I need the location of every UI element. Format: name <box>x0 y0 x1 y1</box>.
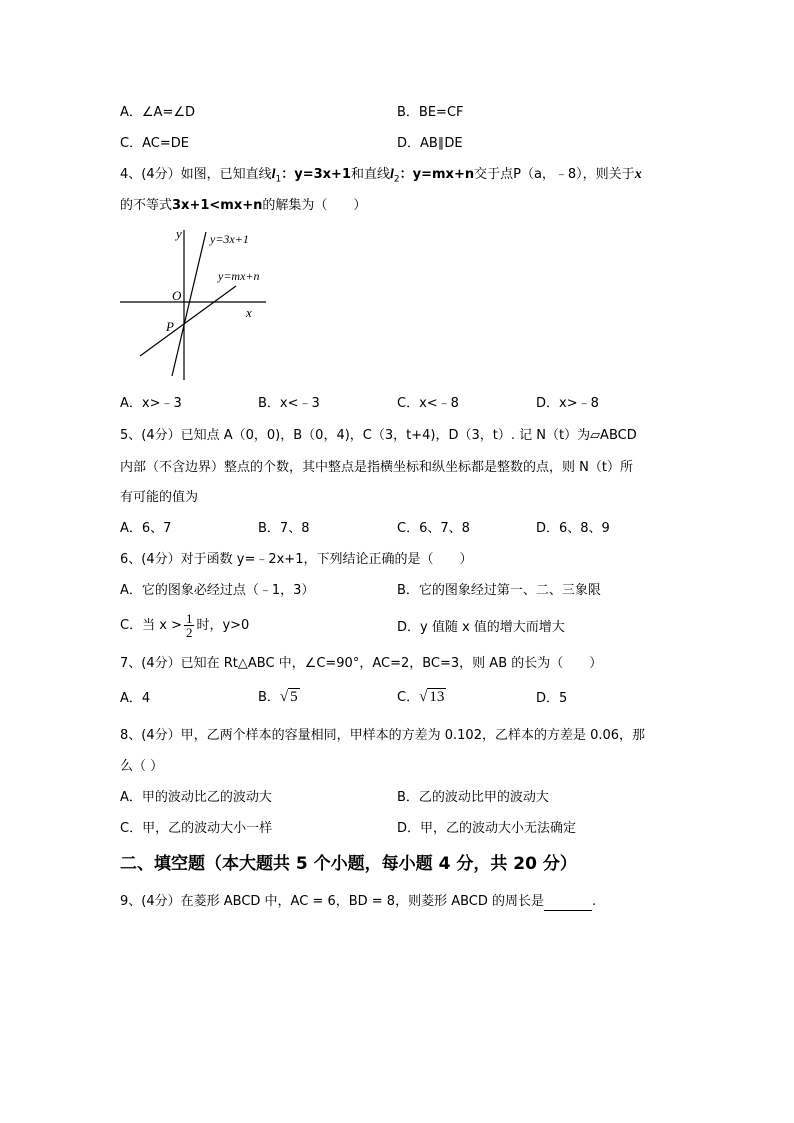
q3-option-c: C．AC=DE <box>120 136 189 151</box>
y-axis-label: y <box>176 226 182 241</box>
q4-option-d: D．x>﹣8 <box>536 396 599 411</box>
q8-option-c: C．甲，乙的波动大小一样 <box>120 821 273 836</box>
q7-stem: 7、(4分）已知在 Rt△ABC 中，∠C=90°，AC=2，BC=3，则 AB 的长为（ ） <box>120 656 603 671</box>
origin-label: O <box>172 288 182 303</box>
q9-stem: 9、(4分）在菱形 ABCD 中，AC = 6，BD = 8，则菱形 ABCD 的周长是 . <box>120 894 597 909</box>
q5-stem-line-2: 内部（不含边界）整点的个数，其中整点是指横坐标和纵坐标都是整数的点，则 N（t）所 <box>120 460 633 475</box>
q3-option-d: D．AB∥DE <box>397 136 463 151</box>
q6-option-c: C．当 x > $\frac{1}{2}$ 时，y>0 <box>120 611 250 640</box>
q6-stem: 6、(4分）对于函数 y=﹣2x+1，下列结论正确的是（ ） <box>120 552 473 567</box>
q5-stem-line-1: 5、(4分）已知点 A（0，0)，B（0，4)，C（3，t+4)，D（3，t）. 记 N（t）为▱ABCD <box>120 428 637 443</box>
q7-option-a: A．4 <box>120 691 151 706</box>
line-l2 <box>140 286 236 356</box>
q6-option-a: A．它的图象必经过点（﹣1，3） <box>120 583 315 598</box>
q4-option-a: A．x>﹣3 <box>120 396 182 411</box>
q6-option-b: B．它的图象经过第一、二、三象限 <box>397 583 601 598</box>
l1-label: y=3x+1 <box>210 232 249 246</box>
fraction-one-half: $\frac{1}{2}$ <box>185 611 193 640</box>
q4-stem-line-1: 4、(4分）如图，已知直线$l_1$：y=3x+1和直线$l_2$：y=mx+n交于点P（a，﹣8），则关于x <box>120 167 642 185</box>
q5-option-d: D．6、8、9 <box>536 521 610 536</box>
section-2-heading: 二、填空题（本大题共 5 个小题，每小题 4 分，共 20 分） <box>120 854 577 874</box>
q6-option-d: D．y 值随 x 值的增大而增大 <box>397 620 565 635</box>
q7-option-d: D．5 <box>536 691 568 706</box>
q3-option-b: B．BE=CF <box>397 105 464 120</box>
q5-stem-line-3: 有可能的值为 <box>120 490 199 505</box>
answer-blank[interactable] <box>544 896 592 911</box>
sqrt-13: √ 13 <box>419 689 445 705</box>
q3-option-a: A．∠A=∠D <box>120 105 195 120</box>
q8-option-b: B．乙的波动比甲的波动大 <box>397 790 549 805</box>
q4-option-c: C．x<﹣8 <box>397 396 459 411</box>
sqrt-5: √ 5 <box>279 689 298 705</box>
point-p-label: P <box>166 319 174 334</box>
q4-option-b: B．x<﹣3 <box>258 396 320 411</box>
q5-option-c: C．6、7、8 <box>397 521 470 536</box>
l2-label: y=mx+n <box>218 269 260 283</box>
q4-stem-line-2: 的不等式3x+1<mx+n的解集为（ ） <box>120 198 367 213</box>
q8-option-a: A．甲的波动比乙的波动大 <box>120 790 272 805</box>
q8-stem-line-1: 8、(4分）甲，乙两个样本的容量相同，甲样本的方差为 0.102，乙样本的方差是 0.06，那 <box>120 728 646 743</box>
q7-option-c: C．√ 13 <box>397 689 445 705</box>
q8-stem-line-2: 么（ ） <box>120 759 164 774</box>
q8-option-d: D．甲，乙的波动大小无法确定 <box>397 821 577 836</box>
q5-option-b: B．7、8 <box>258 521 310 536</box>
line-l1 <box>172 232 206 376</box>
q4-graph <box>118 222 273 382</box>
x-axis-label: x <box>246 305 252 320</box>
q7-option-b: B．√ 5 <box>258 689 298 705</box>
q5-option-a: A．6、7 <box>120 521 172 536</box>
